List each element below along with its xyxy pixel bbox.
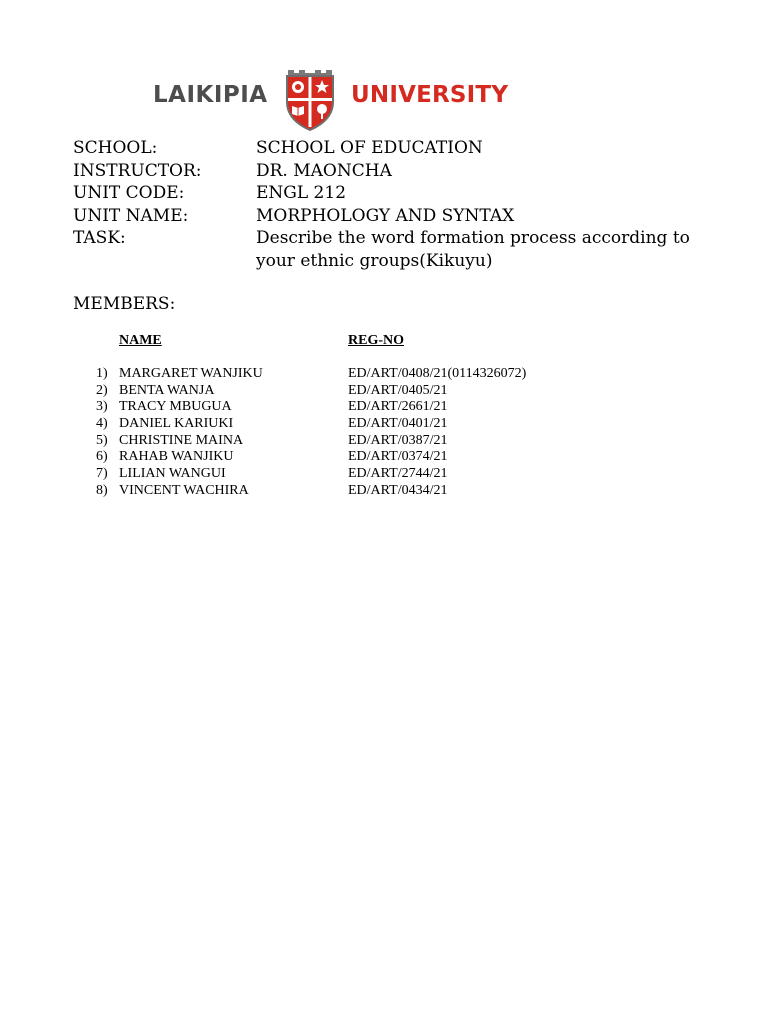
assignment-info xyxy=(73,137,713,272)
info-row-task xyxy=(73,227,713,272)
member-number: 5) xyxy=(96,432,108,448)
member-name: TRACY MBUGUA xyxy=(119,399,232,415)
list-item xyxy=(96,383,616,400)
university-logo xyxy=(150,68,510,132)
info-value: MORPHOLOGY AND SYNTAX xyxy=(256,205,515,226)
info-label: TASK: xyxy=(73,228,126,248)
member-number: 4) xyxy=(96,416,108,432)
member-reg-no: ED/ART/0387/21 xyxy=(348,432,448,448)
member-name: DANIEL KARIUKI xyxy=(119,416,234,432)
member-reg-no: ED/ART/0408/21(0114326072) xyxy=(348,366,527,381)
list-item xyxy=(96,399,616,416)
member-number: 7) xyxy=(96,466,108,482)
member-reg-no: ED/ART/0401/21 xyxy=(348,416,448,432)
info-value: ENGL 212 xyxy=(256,183,347,203)
member-reg-no: ED/ART/0434/21 xyxy=(348,482,448,498)
info-row-instructor xyxy=(73,160,713,183)
member-name: VINCENT WACHIRA xyxy=(119,482,249,498)
member-reg-no: ED/ART/2744/21 xyxy=(348,466,448,482)
info-label: INSTRUCTOR: xyxy=(73,160,202,181)
members-table-header xyxy=(96,333,616,353)
info-row-school xyxy=(73,137,713,160)
info-row-unit-code xyxy=(73,182,713,205)
info-label: UNIT NAME: xyxy=(73,205,189,226)
members-table xyxy=(96,333,616,500)
info-value: SCHOOL OF EDUCATION xyxy=(256,138,483,158)
member-number: 6) xyxy=(96,449,108,465)
university-crest-icon xyxy=(285,68,335,132)
member-name: LILIAN WANGUI xyxy=(119,466,226,482)
info-label: SCHOOL: xyxy=(73,138,158,158)
logo-right-word: UNIVERSITY xyxy=(351,82,509,108)
member-reg-no: ED/ART/0405/21 xyxy=(348,382,448,398)
member-name: CHRISTINE MAINA xyxy=(119,432,244,448)
info-value: Describe the word formation process according to your ethnic groups(Kikuyu) xyxy=(256,228,690,271)
list-item xyxy=(96,366,616,383)
member-number: 1) xyxy=(96,366,108,381)
member-name: MARGARET WANJIKU xyxy=(119,366,263,381)
info-label: UNIT CODE: xyxy=(73,183,185,203)
info-row-unit-name xyxy=(73,205,713,228)
list-item xyxy=(96,416,616,433)
members-heading: MEMBERS: xyxy=(73,294,176,314)
member-reg-no: ED/ART/0374/21 xyxy=(348,449,448,465)
member-name: RAHAB WANJIKU xyxy=(119,449,234,465)
list-item xyxy=(96,433,616,450)
logo-left-word: LAIKIPIA xyxy=(153,82,268,108)
member-name: BENTA WANJA xyxy=(119,382,215,398)
list-item xyxy=(96,449,616,466)
list-item xyxy=(96,483,616,500)
member-reg-no: ED/ART/2661/21 xyxy=(348,399,448,415)
info-value: DR. MAONCHA xyxy=(256,160,392,181)
member-number: 3) xyxy=(96,399,108,415)
members-list xyxy=(96,366,616,500)
member-number: 8) xyxy=(96,482,108,498)
column-header-name: NAME xyxy=(119,333,162,348)
column-header-reg-no: REG-NO xyxy=(348,333,404,348)
member-number: 2) xyxy=(96,382,108,398)
list-item xyxy=(96,466,616,483)
